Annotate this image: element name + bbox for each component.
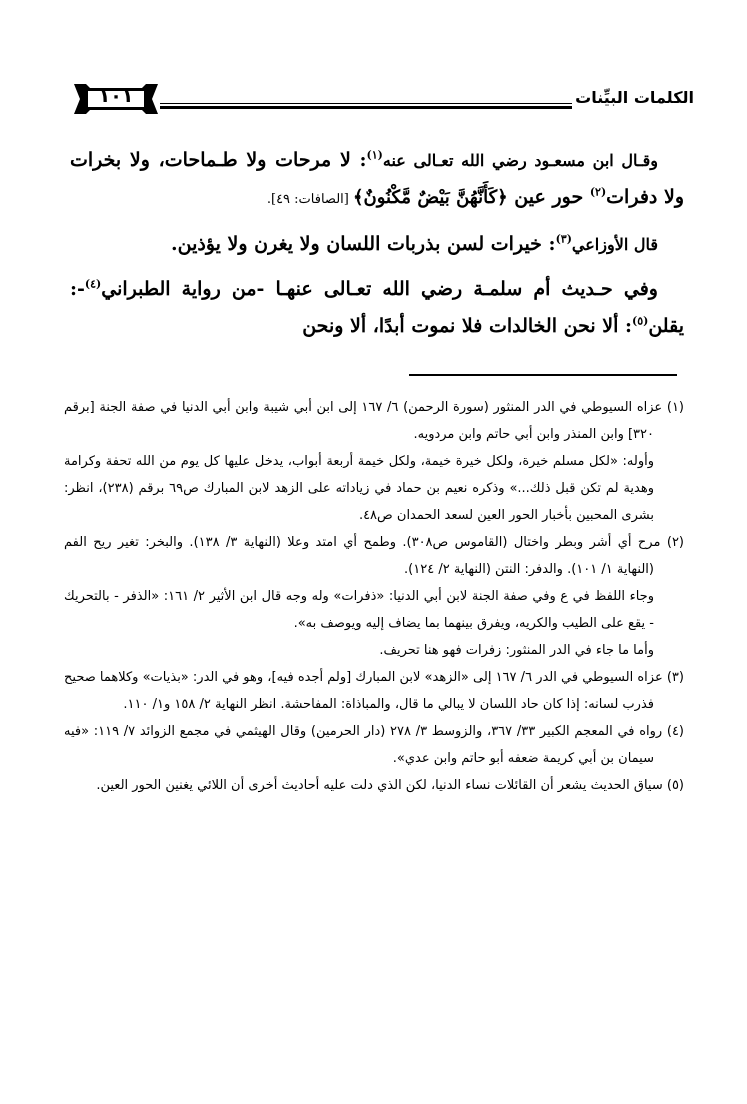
- page-header: [62, 74, 694, 132]
- footnote-2: (٢) مرح أي أشر وبطر واختال (القاموس ص٣٠٨). وطمح أي امتد وعلا (النهاية ٣/ ١٣٨). والبخر: تغير ريح الفم (النهاية ١/ ١٠١). والدفر: النتن (النهاية ٢/ ١٢٤).: [64, 535, 684, 577]
- page-number-frame: [72, 80, 160, 118]
- footnote-separator: [409, 374, 677, 376]
- text-run: قال الأوزاعي: [571, 235, 658, 254]
- page-number: ١٠١: [98, 85, 134, 107]
- footnote-2-note: وأما ما جاء في الدر المنثور: زفرات فهو هنا تحريف.: [379, 643, 654, 658]
- paragraph-ibn-masud: [70, 142, 684, 218]
- text-run: وقـال ابن مسعـود رضي الله تعـالى عنه: [382, 151, 658, 170]
- footnote-1-continued: وأوله: «لكل مسلم خيرة، ولكل خيرة خيمة، ولكل خيمة أربعة أبواب، يدخل عليها كل يوم من الله تحفة وكرامة وهدية لم تكن قبل ذلك...» وذكره نعيم بن حماد في زياداته على الزهد لابن المبارك ص٦٩ برقم (٢٣٨)، انظر: بشرى المحبين بأخبار الحور العين لسعد الحمدان ص٤٨.: [64, 454, 654, 523]
- footnote-marker: (٥): [631, 314, 649, 328]
- verse-reference: [الصافات: ٤٩].: [266, 192, 353, 207]
- footnote-marker: (١): [366, 148, 383, 162]
- footnote-marker: (٢): [589, 185, 607, 199]
- text-run: : ألا نحن الخالدات فلا نموت أبدًا، ألا ونحن: [302, 315, 632, 337]
- footnote-3: (٣) عزاه السيوطي في الدر ٦/ ١٦٧ إلى «الزهد» لابن المبارك [ولم أجده فيه]، وهو في الدر: «بذيات» وكلاهما صحيح فذرب لسانه: إذا كان حاد اللسان لا يبالي ما قال، والمباذاة: المفاحشة. انظر النهاية ٢/ ١٥٨ و١/ ١١٠.: [64, 670, 684, 712]
- text-run: حور عين: [507, 186, 590, 208]
- text-run: : لا مرحات ولا طـماحات، ولا بخرات ولا دفرات: [70, 149, 684, 208]
- footnote-2-continued: وجاء اللفظ في ع وفي صفة الجنة لابن أبي الدنيا: «ذفرات» وله وجه قال ابن الأثير ٢/ ١٦١: «الذفر - بالتحريك - يقع على الطيب والكريه، ويفرق بينهما بما يضاف إليه ويوصف به».: [64, 589, 654, 631]
- footnote-1: (١) عزاه السيوطي في الدر المنثور (سورة الرحمن) ٦/ ١٦٧ إلى ابن أبي شيبة وابن أبي الدنيا في صفة الجنة [برقم ٣٢٠] وابن المنذر وابن أبي حاتم وابن مردويه.: [64, 400, 684, 442]
- main-text: [70, 142, 684, 353]
- paragraph-awzai: [70, 226, 684, 263]
- footnote-5: (٥) سياق الحديث يشعر أن القائلات نساء الدنيا، لكن الذي دلت عليه أحاديث أخرى أن اللائي يغنين الحور العين.: [96, 778, 684, 793]
- footnotes: [64, 394, 684, 799]
- running-title: الكلمات البيِّنات: [575, 88, 694, 107]
- text-run: : خيرات لسن بذربات اللسان ولا يغرن ولا يؤذين.: [171, 233, 556, 255]
- paragraph-umm-salama: [70, 271, 684, 345]
- text-run: وفي حـديث أم سلمـة رضي الله تعـالى عنهـا -من رواية الطبراني: [101, 278, 658, 300]
- footnote-marker: (٣): [555, 232, 572, 246]
- header-rule: [160, 103, 572, 109]
- footnote-4: (٤) رواه في المعجم الكبير ٣٣/ ٣٦٧، والزوسط ٣/ ٢٧٨ (دار الحرمين) وقال الهيثمي في مجمع الزوائد ٧/ ١١٩: «فيه سيمان بن أبي كريمة ضعفه أبو حاتم وابن عدي».: [64, 724, 684, 766]
- quran-verse: ﴿كَأَنَّهُنَّ بَيْضٌ مَّكْنُونٌ﴾: [352, 187, 508, 208]
- text-run: -: يقلن: [70, 278, 684, 337]
- footnote-marker: (٤): [84, 277, 102, 291]
